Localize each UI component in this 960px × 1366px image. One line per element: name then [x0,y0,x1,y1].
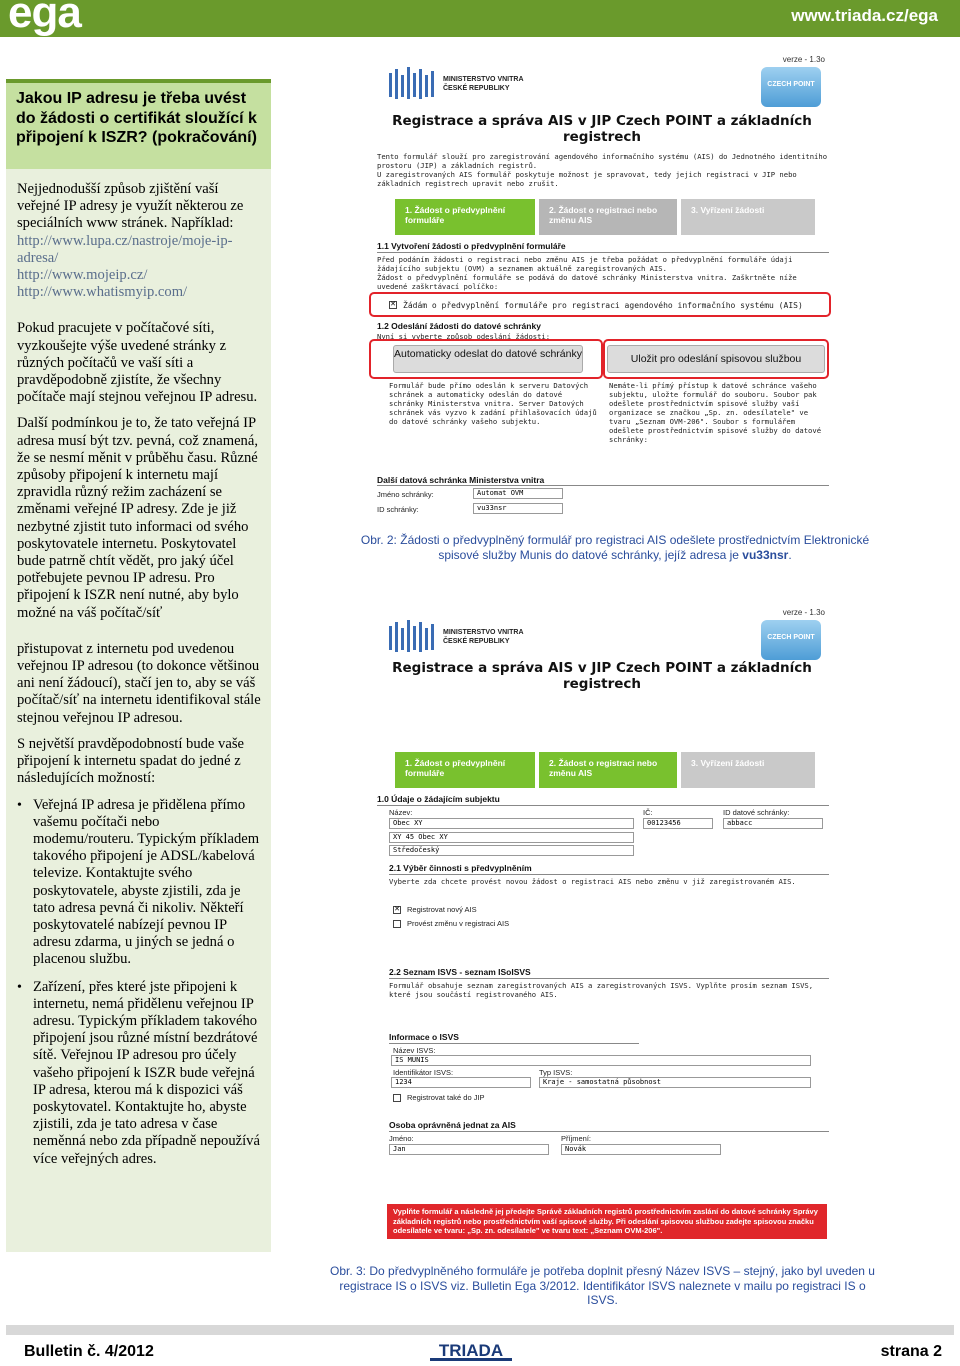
section-heading: 2.2 Seznam ISVS - seznam ISoISVS [389,967,531,977]
name-field[interactable]: Obec XY [389,818,634,829]
caption-text: Žádosti o předvyplněný formulář pro registraci AIS odešlete prostřednictvím Elektronické spisové služby Munis do datové schránky, jejíž adresa je [400,533,870,562]
checkbox-label: Provést změnu v registraci AIS [407,919,510,928]
czechpoint-logo: CZECH POINT [761,620,821,660]
step-bar [395,752,815,788]
section-text: Formulář obsahuje seznam zaregistrovaných AIS a zaregistrovaných ISVS. Vyplňte prosím seznam ISVS, které jsou součástí registrovaného AIS. [389,981,814,999]
address-field[interactable]: XY 45 Obec XY [389,832,634,843]
first-name-field[interactable]: Jan [389,1144,549,1155]
link-lupa[interactable]: http://www.lupa.cz/nastroje/moje-ip-adresa/ [17,232,233,266]
list-item-text: Veřejná IP adresa je přidělena přímo vašemu počítači nebo modemu/routeru. Typickým příkladem takového připojení je ADSL/kabelová televize. Kontaktujte svého poskytovatele, abyste zjistili, zda je tato adresa pevná či nikoliv. Někteří poskytovatelé nabízejí pevnou IP adresu zdarma, u jiných se jedná o placenou službu. [33,796,260,968]
field-label: Typ ISVS: [539,1068,573,1077]
form-screenshot-2 [373,600,831,1250]
ministry-name: MINISTERSTVO VNITRA ČESKÉ REPUBLIKY [443,629,524,645]
step-1[interactable]: 1. Žádost o předvyplnění formuláře [395,752,535,788]
site-url[interactable]: www.triada.cz/ega [791,6,938,25]
sidebar-body [17,181,262,1178]
isvs-name-field[interactable]: IS MUNIS [391,1055,811,1066]
form-title: Registrace a správa AIS v JIP Czech POINT a základních registrech [392,113,812,145]
figure-caption-3: Obr. 3: Do předvyplněného formuláře je potřeba doplnit přesný Název ISVS – stejný, jako byl uveden u registrace IS o ISVS viz. Bulletin Ega 3/2012. Identifikátor ISVS naleznete v mailu po registraci IS o ISVS. [330,1264,875,1307]
form-screenshot-1 [373,47,831,525]
field-label: ID schránky: [377,505,419,514]
auto-send-button[interactable]: Automaticky odeslat do datové schránky [393,345,583,373]
checkbox-label: Žádám o předvyplnění formuláře pro registraci agendového informačního systému (AIS) [403,301,803,310]
paragraph: S největší pravděpodobností bude vaše připojení k internetu spadat do jedné z následujících možností: [17,735,244,787]
footer-divider [6,1325,954,1335]
divider [377,252,829,253]
section-heading: 1.2 Odeslání žádosti do datové schránky [377,321,541,331]
list-item [17,797,262,969]
version-label: verze - 1.3o [782,608,825,617]
mailbox-name-field[interactable]: Automat OVM [473,488,563,499]
section-heading: Informace o ISVS [389,1032,459,1042]
field-label: Jméno: [389,1134,414,1143]
divider [377,805,829,806]
triada-logo-icon [430,1338,512,1362]
divider [389,1131,829,1132]
step-bar [395,199,815,235]
checkbox-label: Registrovat nový AIS [407,905,477,914]
section-heading: 1.1 Vytvoření žádosti o předvyplnění formuláře [377,241,566,251]
divider [389,874,829,875]
czechpoint-logo: CZECH POINT [761,67,821,107]
save-description: Nemáte-li přímý přístup k datové schránce vašeho subjektu, uložte formulář do souboru. Soubor pak odešlete prostřednictvím spisové služby vaší organizace se značkou „Sp. zn. odesílatele" ve tvaru „Seznam OVM-206". Soubor s formulářem odešlete prostřednictvím spisové služby do datové schránky: [609,381,822,444]
version-label: verze - 1.3o [782,55,825,64]
field-label: Název: [389,808,413,817]
ic-field[interactable]: 00123456 [643,818,713,829]
checkbox[interactable] [393,1094,401,1102]
checkbox[interactable]: ✕ [394,906,400,913]
sidebar-panel [6,79,271,1252]
step-3[interactable]: 3. Vyřízení žádosti [681,199,815,235]
link-mojeip[interactable]: http://www.mojeip.cz/ [17,267,148,284]
section-text: Vyberte zda chcete provést novou žádost o registraci AIS nebo změnu v již zaregistrovaném AIS. [389,877,796,886]
ega-logo: ega [8,0,81,37]
caption-lead: Obr. 2: [360,533,401,547]
step-3[interactable]: 3. Vyřízení žádosti [681,752,815,788]
link-whatismyip[interactable]: http://www.whatismyip.com/ [17,284,188,301]
section-heading: 1.0 Údaje o žádajícím subjektu [377,794,500,804]
paragraph: přistupovat z internetu pod uvedenou veřejnou IP adresou (to dokonce většinou ani není žádoucí), stačí jen to, aby se váš počítač/síť na internetu identifikoval stále stejnou veřejnou IP adresou. [17,640,261,726]
divider [377,485,829,486]
section-text: Před podáním žádosti o registraci nebo změnu AIS je třeba požádat o předvyplnění formuláře údaji žádajícího subjektu (OVM) a seznamem aktuálně zaregistrovaných AIS. Žádost o předvyplnění formuláře se podává do datové schránky Ministerstva vnitra. Zaškrtněte níže uvedené zaškrtávací políčko: [377,255,797,291]
isvs-id-field[interactable]: 1234 [391,1077,531,1088]
region-field[interactable]: Středočeský [389,845,634,856]
paragraph: Pokud pracujete v počítačové síti, vyzkoušejte výše uvedené stránky z různých počítačů ve vaší síti a pravděpodobně zjistíte, že všechny počítače mají stejnou veřejnou IP adresu. [17,320,258,406]
page-number: strana 2 [880,1343,942,1360]
auto-description: Formulář bude přímo odeslán k serveru Datových schránek a automaticky odeslán do datové schránky Ministerstva vnitra. Server Datových schránek vás vyzvo k zadání přihlašovacích údajů do datové schránky vašeho subjektu. [389,381,597,426]
sidebar-header [6,79,271,169]
instruction-banner: Vyplňte formulář a následně jej předejte Správě základních registrů prostřednictvím zaslání do datové schránky Správy základních registrů nebo prostřednictvím vaší spisové služby. Při odeslání spisovou službou zadejte spisovou značku odesílatele ve tvaru: „Sp. zn. odesílatele" ve tvaru text: „Seznam OVM-206". [387,1204,827,1239]
ministry-logo-icon [387,618,437,658]
form-intro: Tento formulář slouží pro zaregistrování agendového informačního systému (AIS) do Jednotného identitního prostoru (JIP) a základních registrů. U zaregistrovaných AIS formulář poskytuje možnost je spravovat, tedy jejich registraci v JIP nebo základních registrech upravit nebo zrušit. [377,152,828,188]
isvs-type-field[interactable]: Kraje - samostatná působnost [539,1077,811,1088]
step-2[interactable]: 2. Žádost o registraci nebo změnu AIS [539,199,677,235]
paragraph [17,181,262,301]
bullet-icon: • [17,979,22,995]
caption-bold: vu33nsr [742,547,789,562]
section-subtext: Nyní si vyberte způsob odeslání žádosti: [377,332,551,341]
section-heading: 2.1 Výběr činnosti s předvyplněním [389,863,532,873]
sidebar-title: Jakou IP adresu je třeba uvést do žádosti o certifikát sloužící k připojení k ISZR? (pokračování) [16,90,257,146]
mailbox-id-field[interactable]: vu33nsr [473,503,563,514]
ministry-name: MINISTERSTVO VNITRA ČESKÉ REPUBLIKY [443,76,524,92]
figure-caption-2 [350,533,880,562]
divider [389,1043,639,1044]
save-button[interactable]: Uložit pro odeslání spisovou službou [607,345,825,373]
last-name-field[interactable]: Novák [561,1144,721,1155]
step-1[interactable]: 1. Žádost o předvyplnění formuláře [395,199,535,235]
datovka-field[interactable]: abbacc [723,818,823,829]
step-2[interactable]: 2. Žádost o registraci nebo změnu AIS [539,752,677,788]
field-label: ID datové schránky: [723,808,790,817]
field-label: Název ISVS: [393,1046,436,1055]
bulletin-label: Bulletin č. 4/2012 [24,1343,154,1360]
checkbox-label: Registrovat také do JIP [407,1093,485,1102]
triada-logo-text: TRIADA [438,1341,504,1360]
header-bar [0,0,960,37]
bullet-list [17,797,262,1168]
field-label: Identifikátor ISVS: [393,1068,454,1077]
paragraph: Další podmínkou je to, že tato veřejná IP adresa musí být tzv. pevná, což znamená, že se nesmí měnit v průběhu času. Různé způsoby připojení k internetu mají zpravidla různý režim zacházení se změnami veřejné IP adresy. Zde je již nezbytné zjistit tuto informaci od svého poskytovatele internetu. Poskytovatel bude patrně chtít vědět, pro jaký účel potřebujete pevnou IP adresu. Pro připojení k ISZR není nutné, aby bylo možné na váš počítač/síť [17,415,258,621]
paragraph-text: Nejjednodušší způsob zjištění vaší veřejné IP adresy je využít některou ze speciálních www stránek. Například: [17,181,244,232]
ministry-logo-icon [387,65,437,105]
caption-end: . [788,547,792,562]
field-label: Příjmení: [561,1134,592,1143]
section-heading: Osoba oprávněná jednat za AIS [389,1120,516,1130]
checkbox[interactable] [393,920,401,928]
list-item-text: Zařízení, přes které jste připojeni k internetu, nemá přidělenu veřejnou IP adresu. Typickým příkladem takového připojení jsou různé místní bezdrátové sítě. Veřejnou IP adresou pro účely vašeho připojení k ISZR bude veřejná IP adresa, kterou má k dispozici váš poskytovatel. Kontaktujte ho, abyste zjistili, zda je tato adresa v čase neměnná nebo zda případně nepoužívá více veřejných adres. [33,978,260,1167]
section-heading: Další datová schránka Ministerstva vnitra [377,475,545,485]
field-label: Jméno schránky: [377,490,434,499]
form-title: Registrace a správa AIS v JIP Czech POINT a základních registrech [392,660,812,692]
bullet-icon: • [17,797,22,813]
field-label: IČ: [643,808,653,817]
list-item [17,979,262,1168]
checkbox[interactable]: ✕ [390,301,396,308]
divider [389,978,829,979]
